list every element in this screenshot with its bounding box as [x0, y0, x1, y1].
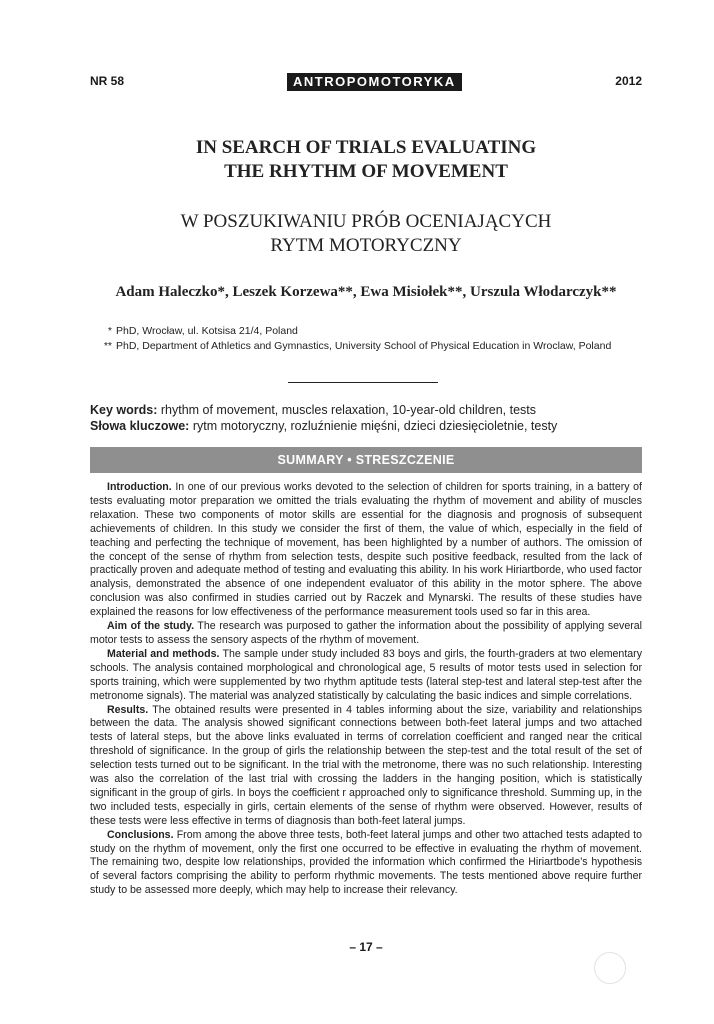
section-text: The research was purposed to gather the information about the possibility of applying several motor tests to assess the sensory aspects of the rhythm of movement. — [90, 620, 642, 646]
affiliation-text: PhD, Wrocław, ul. Kotsisa 21/4, Poland — [116, 325, 298, 337]
section-text: In one of our previous works devoted to the selection of children for sports training, in a battery of tests evaluating motor preparation we omitted the trials evaluating the rhythm of movement and ability of muscles relaxation. These two components of motor skills are essential for the diagnosis and prognosis of subsequent achievements of children. In this study we consider the first of them, the value of which, especially in the field of teaching and perfecting the technique of movement, has been highlighted by a number of authors. The omission of the concept of the sense of rhythm from selection tests, despite such positive feedback, resulted from the lack of practically proven and adequate method of testing and evaluating this ability. In his work Hiriartborde, who used factor analysis, demonstrated the absence of one independent evaluator of this ability in the motor sphere. The above conclusion was also confirmed in studies carried out by Raczek and Mynarski. The results of these studies have explained the reasons for low effectiveness of the performance measurement tools used so far in this area. — [90, 481, 642, 619]
section-introduction — [90, 481, 642, 620]
subtitle-line-2: RYTM MOTORYCZNY — [270, 235, 462, 256]
affiliation-mark: * — [107, 325, 112, 337]
affiliation-1 — [90, 324, 298, 339]
section-heading: Aim of the study. — [107, 620, 195, 633]
article-title-pl — [0, 210, 714, 258]
affiliation-mark: ** — [103, 340, 112, 352]
section-heading: Results. — [107, 703, 149, 716]
separator-rule — [288, 382, 438, 383]
watermark-stamp-icon — [594, 952, 626, 984]
article-title-en — [0, 136, 714, 184]
keywords-pl-label: Słowa kluczowe: — [90, 419, 190, 433]
title-line-1: IN SEARCH OF TRIALS EVALUATING — [195, 137, 537, 158]
affiliation-text: PhD, Department of Athletics and Gymnastics, University School of Physical Education in Wroclaw, Poland — [116, 340, 612, 352]
section-aim — [90, 620, 642, 648]
issue-number: NR 58 — [90, 74, 125, 88]
page-number: – 17 – — [349, 940, 383, 954]
affiliation-2 — [90, 339, 611, 354]
keywords-en — [90, 402, 536, 418]
journal-name: ANTROPOMOTORYKA — [287, 73, 462, 91]
section-text: From among the above three tests, both-feet lateral jumps and other two attached tests adapted to study on the rhythm of movement, only the first one occurred to be effective in evaluating the rhythm of movement. The remaining two, despite low relationships, provided the information which confirmed the Hiriartbode’s hypothesis of several factors comprising the ability to perform rhythmic movements. The tests mentioned above require further study to be assessed more deeply, which may help to increase their relevancy. — [90, 828, 642, 897]
section-text: The obtained results were presented in 4 tables informing about the size, variability and relationships between the data. The analysis showed significant connections between both-feet lateral jumps and two attached tests of lateral steps, but the above links evaluated in terms of correlation coefficient and ranged near the critical threshold of significance. In the group of girls the relationship between the step-test and the total result of the set of selection tests turned out to be significant. In the trial with the metronome, there was no such relationship. Interesting was also the correlation of the last trial with crossing the ladders in the hanging position, which is statistically significant in the group of girls. In boys the coefficient r approached only to significance threshold. Summing up, in the two included tests, especially in girls, certain elements of the sense of rhythm were observed. However, results of these tests were less effective in terms of diagnosis than both-feet lateral jumps. — [90, 703, 642, 827]
section-results — [90, 704, 642, 829]
publication-year: 2012 — [615, 74, 642, 88]
keywords-en-label: Key words: — [90, 403, 158, 417]
section-heading: Introduction. — [107, 481, 172, 493]
keywords-en-text: rhythm of movement, muscles relaxation, 10-year-old children, tests — [157, 403, 537, 417]
author-list: Adam Haleczko*, Leszek Korzewa**, Ewa Misiołek**, Urszula Włodarczyk** — [115, 284, 617, 300]
summary-band: SUMMARY • STRESZCZENIE — [90, 447, 642, 473]
title-line-2: THE RHYTHM OF MOVEMENT — [224, 161, 508, 182]
section-heading: Material and methods. — [107, 647, 220, 660]
section-text: The sample under study included 83 boys and girls, the fourth-graders at two elementary schools. The analysis contained morphological and chronological age, 5 results of motor tests used in selection for sports training, which were supplemented by two rhythm aptitude tests (lateral step-test and lateral step-test after the metronome signals). The material was analyzed statistically by calculating the basic indices and simple correlations. — [90, 647, 642, 702]
keywords-pl-text: rytm motoryczny, rozluźnienie mięśni, dzieci dziesięcioletnie, testy — [189, 419, 558, 433]
subtitle-line-1: W POSZUKIWANIU PRÓB OCENIAJĄCYCH — [180, 211, 552, 232]
keywords-pl — [90, 418, 557, 434]
abstract-body — [90, 481, 642, 898]
section-methods — [90, 648, 642, 704]
section-conclusions — [90, 829, 642, 899]
section-heading: Conclusions. — [107, 828, 174, 841]
